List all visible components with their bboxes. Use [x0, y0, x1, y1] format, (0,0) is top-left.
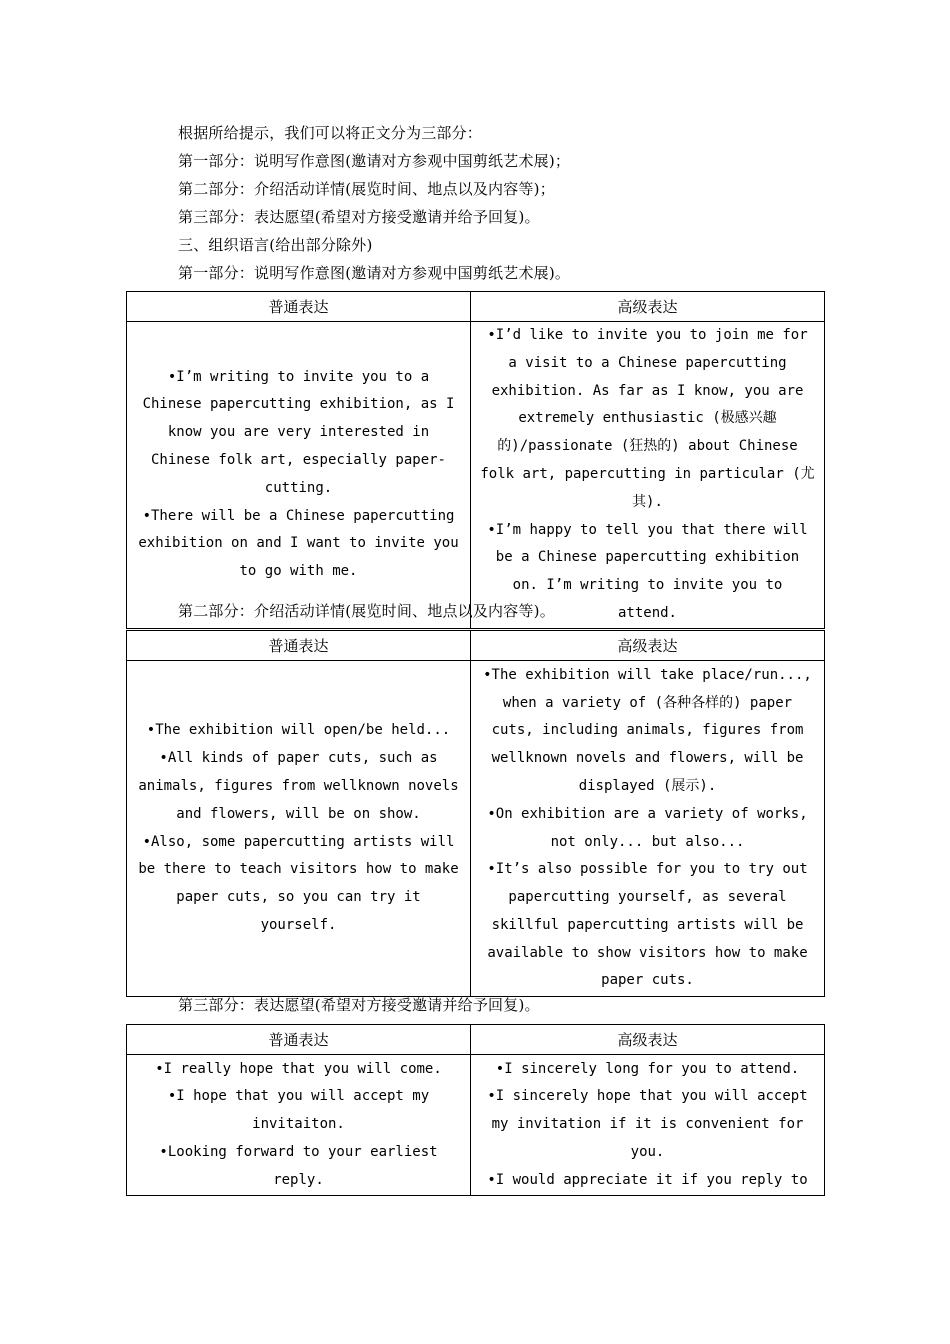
expression-item: •On exhibition are a variety of works, not only... but also...: [487, 805, 808, 850]
expression-table-2: [126, 630, 825, 997]
normal-expressions-cell: [127, 322, 471, 629]
expression-item: •Looking forward to your earliest reply.: [159, 1143, 438, 1188]
section2-title: 第二部分：介绍活动详情(展览时间、地点以及内容等)。: [178, 602, 555, 620]
expression-item: •The exhibition will take place/run..., when a variety of (各种各样的) paper cuts, including animals, figures from wellknown novels and flowers, will be displayed (展示).: [483, 666, 812, 794]
expression-item: •All kinds of paper cuts, such as animals, figures from wellknown novels and flowers, will be on show.: [138, 750, 459, 822]
expression-item: •I would appreciate it if you reply to: [487, 1171, 808, 1188]
intro-line: 第二部分：介绍活动详情(展览时间、地点以及内容等)；: [178, 180, 555, 198]
header-advanced: 高级表达: [471, 292, 825, 322]
header-normal: 普通表达: [127, 631, 471, 661]
section3-title: 第三部分：表达愿望(希望对方接受邀请并给予回复)。: [178, 996, 540, 1014]
section1-title: 第一部分：说明写作意图(邀请对方参观中国剪纸艺术展)。: [178, 264, 571, 282]
expression-item: •The exhibition will open/be held...: [146, 722, 451, 739]
advanced-expressions-cell: [471, 1055, 825, 1196]
header-normal: 普通表达: [127, 292, 471, 322]
expression-item: •I sincerely long for you to attend.: [495, 1060, 800, 1077]
expression-item: •I sincerely hope that you will accept my invitation if it is convenient for you.: [487, 1088, 808, 1160]
intro-line: 第一部分：说明写作意图(邀请对方参观中国剪纸艺术展)；: [178, 152, 571, 170]
expression-item: •I really hope that you will come.: [155, 1060, 442, 1077]
advanced-expressions-cell: [471, 322, 825, 629]
expression-item: •I’d like to invite you to join me for a visit to a Chinese papercutting exhibition. As far as I know, you are extremely enthusiastic (极感兴趣的)/passionate (狂热的) about Chinese folk art, papercutting in particular (尤其).: [480, 327, 815, 510]
header-advanced: 高级表达: [471, 1025, 825, 1055]
normal-expressions-cell: [127, 1055, 471, 1196]
expression-item: •I’m writing to invite you to a Chinese papercutting exhibition, as I know you are very interested in Chinese folk art, especially paper-cutting.: [142, 368, 455, 496]
header-normal: 普通表达: [127, 1025, 471, 1055]
expression-item: •I hope that you will accept my invitaiton.: [167, 1088, 430, 1133]
expression-table-1: [126, 291, 825, 629]
section-heading: 三、组织语言(给出部分除外): [178, 236, 373, 254]
header-advanced: 高级表达: [471, 631, 825, 661]
expression-table-3: [126, 1024, 825, 1196]
intro-line: 第三部分：表达愿望(希望对方接受邀请并给予回复)。: [178, 208, 540, 226]
expression-item: •It’s also possible for you to try out papercutting yourself, as several skillful papercutting artists will be available to show visitors how to make paper cuts.: [487, 861, 808, 989]
expression-item: •I’m happy to tell you that there will be a Chinese papercutting exhibition on. I’m writing to invite you to attend.: [487, 521, 808, 621]
expression-item: •There will be a Chinese papercutting exhibition on and I want to invite you to go with me.: [138, 507, 459, 580]
advanced-expressions-cell: [471, 661, 825, 997]
normal-expressions-cell: [127, 661, 471, 997]
expression-item: •Also, some papercutting artists will be there to teach visitors how to make paper cuts, so you can try it yourself.: [138, 833, 459, 933]
intro-line: 根据所给提示，我们可以将正文分为三部分：: [178, 124, 483, 142]
